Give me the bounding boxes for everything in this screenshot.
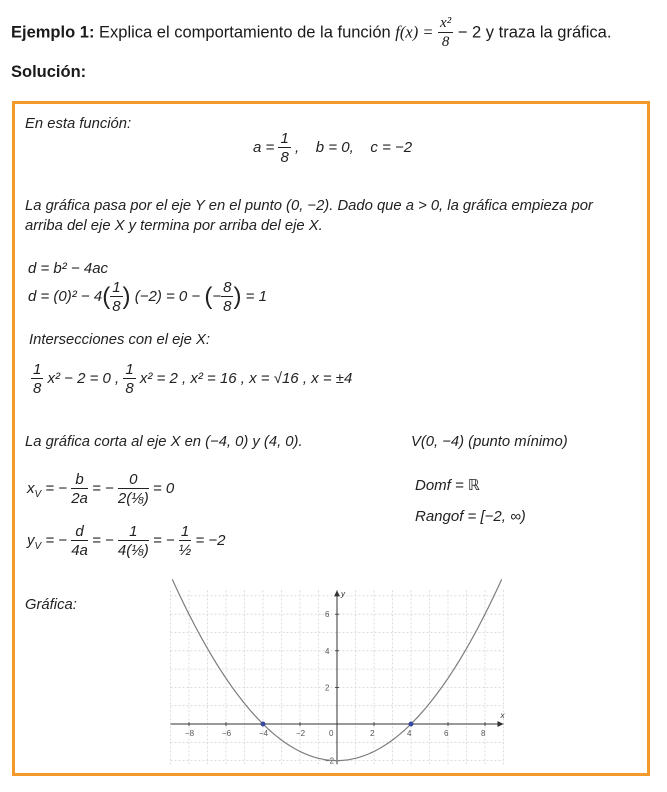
graph-label: Gráfica: bbox=[25, 597, 77, 613]
xv-eq-a: = − bbox=[45, 479, 68, 497]
example-label: Ejemplo 1: bbox=[11, 23, 95, 42]
yv-lhs: y bbox=[27, 531, 35, 549]
x-tick-label: −2 bbox=[296, 729, 306, 738]
yv-eq-d: = −2 bbox=[195, 531, 226, 549]
yv-frac-3 bbox=[179, 524, 192, 558]
yv-sub: V bbox=[34, 540, 42, 552]
y-tick-label: 6 bbox=[325, 610, 330, 620]
xv-den-1: 2a bbox=[71, 490, 88, 507]
y-tick-label: −2 bbox=[325, 756, 335, 766]
disc-frac-1 bbox=[110, 280, 122, 314]
origin-label: 0 bbox=[329, 729, 334, 738]
range-text: Rangof = [−2, ∞) bbox=[415, 508, 526, 525]
int-den-2: 8 bbox=[125, 380, 134, 397]
yv-num-2: 1 bbox=[118, 524, 149, 541]
yv-den-1: 4a bbox=[71, 542, 88, 559]
yv-eq-b: = − bbox=[92, 531, 114, 549]
intro-text: En esta función: bbox=[25, 116, 132, 132]
x-intercept-point bbox=[261, 722, 266, 727]
y-axis-arrow bbox=[334, 590, 340, 596]
xv-lhs: x bbox=[27, 479, 35, 497]
disc-den-2: 8 bbox=[223, 298, 232, 315]
int-frac-2 bbox=[123, 362, 135, 396]
x-axis-label: x bbox=[500, 711, 505, 720]
intersections-label: Intersecciones con el eje X: bbox=[29, 332, 210, 348]
int-text-1: x² − 2 = 0 , bbox=[47, 369, 120, 387]
x-tick-label: −4 bbox=[259, 729, 269, 738]
coef-a-fraction bbox=[278, 131, 290, 165]
example-text: Explica el comportamiento de la función bbox=[99, 23, 391, 42]
disc-part-a: d = (0)² − 4 bbox=[28, 287, 103, 305]
yv-eq-a: = − bbox=[45, 531, 68, 549]
coef-a-den: 8 bbox=[280, 149, 289, 166]
y-axis-label: y bbox=[341, 589, 345, 599]
xv-sub: V bbox=[34, 488, 42, 500]
x-axis-arrow bbox=[498, 721, 504, 727]
yv-den-3: ½ bbox=[178, 542, 192, 559]
solution-label: Solución: bbox=[11, 63, 87, 81]
xv-den-2: 2(⅛) bbox=[117, 490, 149, 507]
x-intercept-point bbox=[409, 722, 414, 727]
coef-rest: , b = 0, c = −2 bbox=[294, 138, 413, 156]
fraction-denominator: 8 bbox=[441, 34, 450, 50]
fraction-numerator: x² bbox=[440, 15, 452, 31]
intersections-calc bbox=[31, 362, 352, 396]
xv-eq-b: = − bbox=[92, 479, 114, 497]
disc-part-b: (−2) = 0 − bbox=[134, 287, 201, 305]
disc-den-1: 8 bbox=[112, 298, 121, 315]
xv-num-1: b bbox=[71, 472, 88, 489]
x-tick-label: −6 bbox=[222, 729, 232, 738]
cut-text: La gráfica corta al eje X en (−4, 0) y (4, 0). bbox=[25, 434, 303, 450]
int-frac-1 bbox=[31, 362, 43, 396]
coefficients bbox=[253, 131, 412, 165]
x-tick-label: 4 bbox=[407, 729, 412, 738]
int-num-1: 1 bbox=[33, 361, 42, 378]
xv-num-2: 0 bbox=[118, 472, 149, 489]
xv-eq-c: = 0 bbox=[152, 479, 175, 497]
function-name: f(x) = bbox=[395, 22, 434, 42]
xv-frac-1 bbox=[71, 472, 88, 506]
xv-formula bbox=[27, 472, 174, 506]
parabola-chart bbox=[161, 578, 506, 773]
y-tick-label: 4 bbox=[325, 646, 330, 656]
coef-a-label: a = bbox=[253, 138, 275, 156]
paragraph-line-1: La gráfica pasa por el eje Y en el punto (0, −2). Dado que a > 0, la gráfica empieza por bbox=[25, 198, 593, 214]
example-rest: − 2 y traza la gráfica. bbox=[457, 23, 612, 42]
discriminant-formula: d = b² − 4ac bbox=[28, 260, 109, 277]
disc-frac-2 bbox=[221, 280, 233, 314]
y-tick-label: 2 bbox=[325, 683, 330, 693]
coef-a-num: 1 bbox=[280, 130, 289, 147]
int-num-2: 1 bbox=[125, 361, 134, 378]
yv-num-1: d bbox=[71, 524, 88, 541]
yv-eq-c: = − bbox=[152, 531, 175, 549]
yv-den-2: 4(⅛) bbox=[117, 542, 149, 559]
example-header bbox=[11, 16, 611, 50]
int-den-1: 8 bbox=[33, 380, 42, 397]
x-tick-label: 6 bbox=[444, 729, 449, 738]
x-tick-label: −8 bbox=[185, 729, 195, 738]
disc-num-1: 1 bbox=[112, 279, 121, 296]
paragraph-line-2: arriba del eje X y termina por arriba del eje X. bbox=[25, 218, 323, 234]
disc-part-c: = 1 bbox=[245, 287, 267, 305]
discriminant-calc: d = (0)² − 4( $\frac{1}{8}$ ) (−2) = 0 − (− $\frac{8}{8}$ ) = 1 bbox=[28, 279, 267, 315]
function-fraction bbox=[438, 16, 453, 50]
disc-num-2: 8 bbox=[223, 279, 232, 296]
solution-box bbox=[12, 101, 650, 776]
int-text-2: x² = 2 , x² = 16 , x = √16 , x = ±4 bbox=[139, 369, 353, 387]
vertex-text: V(0, −4) (punto mínimo) bbox=[411, 434, 568, 450]
domain-text: Domf = ℝ bbox=[415, 477, 480, 494]
yv-formula bbox=[27, 524, 226, 558]
x-tick-label: 8 bbox=[481, 729, 486, 738]
yv-frac-1 bbox=[71, 524, 88, 558]
yv-frac-2 bbox=[118, 524, 149, 558]
xv-frac-2 bbox=[118, 472, 149, 506]
x-tick-label: 2 bbox=[370, 729, 375, 738]
yv-num-3: 1 bbox=[179, 524, 192, 541]
